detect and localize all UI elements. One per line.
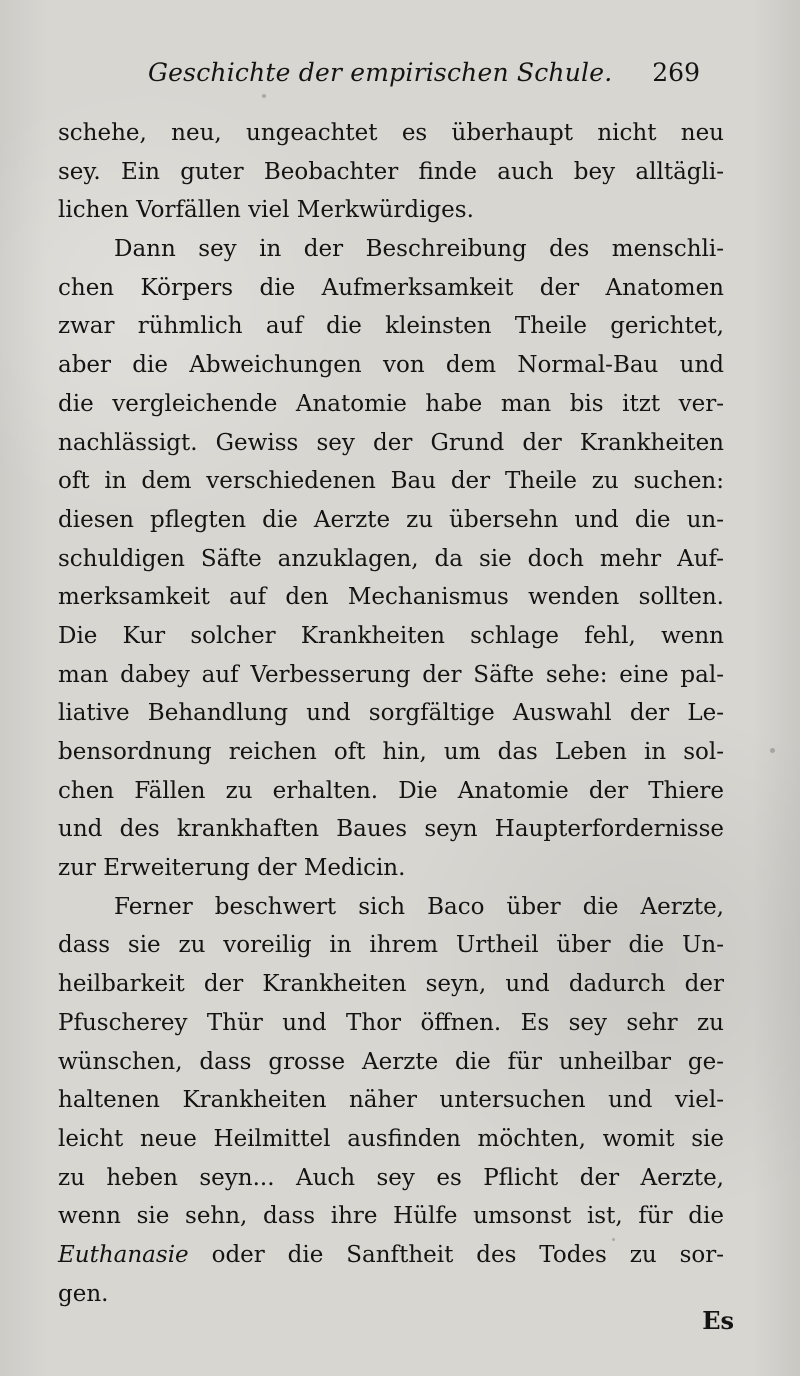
ink-speck — [612, 1238, 615, 1241]
text-line: sey. Ein guter Beobachter finde auch bey alltägli- — [58, 158, 724, 185]
text-line: bensordnung reichen oft hin, um das Leben in sol- — [58, 739, 724, 765]
text-fragment: oder die Sanftheit des Todes zu sor- — [211, 1241, 725, 1268]
catchword: Es — [702, 1306, 734, 1335]
text-line: liative Behandlung und sorgfältige Auswahl der Le- — [58, 700, 724, 727]
text-line: merksamkeit auf den Mechanismus wenden sollten. — [58, 584, 724, 611]
ink-speck — [262, 94, 266, 98]
ink-speck — [770, 748, 775, 753]
text-line: lichen Vorfällen viel Merkwürdiges. — [58, 197, 474, 224]
page-number: 269 — [652, 58, 700, 87]
text-line: schehe, neu, ungeachtet es überhaupt nicht neu — [58, 120, 724, 146]
text-line: schuldigen Säfte anzuklagen, da sie doch mehr Auf- — [58, 545, 724, 572]
text-line: Pfuscherey Thür und Thor öffnen. Es sey sehr zu — [58, 1009, 724, 1036]
body-text — [58, 114, 724, 1313]
text-line: dass sie zu voreilig in ihrem Urtheil über die Un- — [58, 932, 724, 959]
text-line: diesen pflegten die Aerzte zu übersehn und die un- — [58, 506, 724, 533]
text-line: wünschen, dass grosse Aerzte die für unheilbar ge- — [58, 1048, 724, 1075]
text-line: heilbarkeit der Krankheiten seyn, und dadurch der — [58, 971, 724, 998]
text-line-with-italic — [58, 1236, 724, 1275]
text-line: zu heben seyn... Auch sey es Pflicht der Aerzte, — [58, 1164, 724, 1191]
text-line: aber die Abweichungen von dem Normal-Bau und — [58, 352, 724, 379]
ink-speck — [108, 472, 111, 475]
page-header — [140, 52, 700, 92]
text-line: zur Erweiterung der Medicin. — [58, 855, 406, 882]
text-line: und des krankhaften Baues seyn Haupterfordernisse — [58, 816, 724, 843]
paragraph-first-line: Ferner beschwert sich Baco über die Aerzte, — [114, 893, 724, 920]
text-line: nachlässigt. Gewiss sey der Grund der Krankheiten — [58, 429, 724, 456]
text-line: zwar rühmlich auf die kleinsten Theile gerichtet, — [58, 313, 724, 340]
text-line: die vergleichende Anatomie habe man bis itzt ver- — [58, 390, 724, 417]
text-line: wenn sie sehn, dass ihre Hülfe umsonst ist, für die — [58, 1203, 724, 1230]
text-line: chen Körpers die Aufmerksamkeit der Anatomen — [58, 274, 724, 301]
paragraph-first-line: Dann sey in der Beschreibung des menschli- — [114, 236, 724, 263]
text-line: chen Fällen zu erhalten. Die Anatomie der Thiere — [58, 777, 724, 804]
text-line: leicht neue Heilmittel ausfinden möchten, womit sie — [58, 1125, 724, 1152]
text-line: gen. — [58, 1280, 109, 1307]
text-line: oft in dem verschiedenen Bau der Theile zu suchen: — [58, 468, 724, 495]
text-line: man dabey auf Verbesserung der Säfte sehe: eine pal- — [58, 661, 724, 688]
running-title: Geschichte der empirischen Schule. — [148, 58, 613, 87]
italic-term: Euthanasie — [58, 1241, 189, 1268]
text-line: Die Kur solcher Krankheiten schlage fehl, wenn — [58, 622, 724, 649]
text-line: haltenen Krankheiten näher untersuchen und viel- — [58, 1087, 724, 1114]
